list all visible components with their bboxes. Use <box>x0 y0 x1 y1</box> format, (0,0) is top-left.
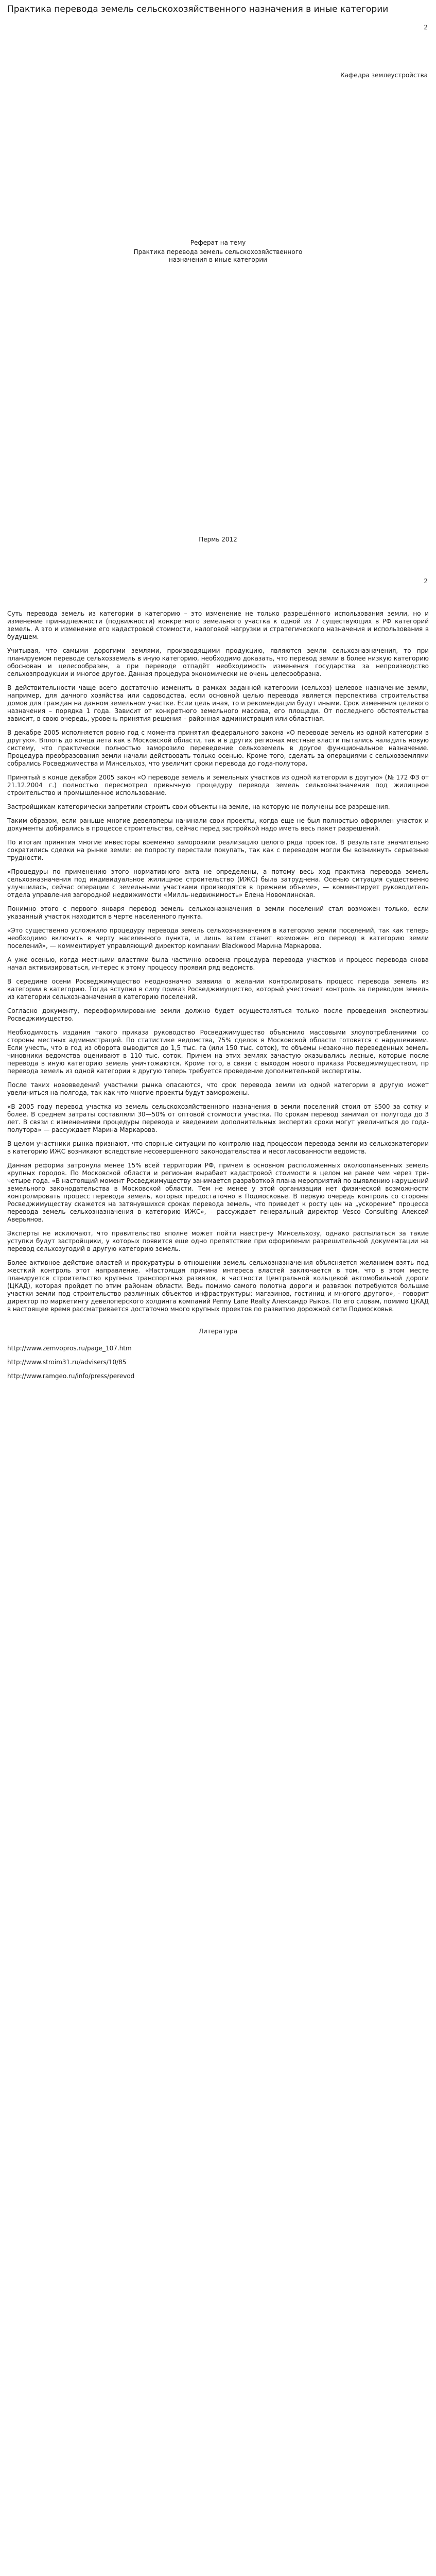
reference-list <box>7 1345 429 1380</box>
abstract-topic: Практика перевода земель сельскохозяйственного <box>133 248 303 256</box>
page-number: 2 <box>424 24 428 31</box>
paragraph: Суть перевода земель из категории в категорию – это изменение не только разрешённого использования земли, но и изменение принадлежности (подвижности) конкретного земельного участка к одной из 7 существующих в РФ категорий земель. А это и изменение его кадастровой стоимости, налоговой нагрузки и стратегического назначения и использования в будущем. <box>7 610 429 640</box>
paragraph: В декабре 2005 исполняется ровно год с момента принятия федерального закона «О переводе земель из одной категории в другую». Вплоть до конца лета как в Московской области, так и в других регионах местные власти пытались наладить новую систему, что практически полностью заморозило переведение сельхоземель в другое функциональное назначение. Процедура преобразования земли начали действовать только осенью. Кроме того, сделать за операциями с сельхозземлями собрались Росведжимества и Минсельхоз, что увеличит сроки перевода до года-полутора. <box>7 729 429 767</box>
paragraph: Необходимость издания такого приказа руководство Росведжимущество объяснило массовыми злоупотреблениями со стороны местных администраций. По статистике ведомства, 75% сделок в Московской области готовятся с нарушениями. Если учесть, что в год из оборота выводится до 1,5 тыс. га (или 150 тыс. соток), то объемы незаконно переведенных земель чиновники ведомства оценивают в 110 тыс. соток. Причем на этих землях зачастую оказывались лесные, которые после перевода в иную категорию земель уничтожаются. Кроме того, в связи с выходом нового приказа Росведжимуществом, пр перевода земель из одной категории в другую теперь требуется проведение дополнительной экспертизы. <box>7 1029 429 1075</box>
paragraph: А уже осенью, когда местными властями была частично освоена процедура перевода участков и процесс перевода снова начал активизироваться, интерес к этому процессу проявил ряд ведомств. <box>7 956 429 971</box>
paragraph: В действительности чаще всего достаточно изменить в рамках заданной категории (сельхоз) целевое назначение земли, например, для дачного хозяйства или садоводства, если основной целью перевода является перспектива строительства домов для граждан на данном земельном участке. Если цель иная, то и рекомендации будут иными. Срок изменения целевого назначения – порядка 1 года. Зависит от конкретного земельного массива, его площади. От последнего обстоятельства зависит, в свою очередь, уровень принятия решения – районная администрация или областная. <box>7 684 429 722</box>
paragraph: «Это существенно усложнило процедуру перевода земель сельхозназначения в категорию земли поселений, так как теперь необходимо включить в черту населенного пункта, и лишь затем станет возможен его перевод в категорию земли поселений», — комментирует управляющий директор компании Blackwood Марина Маркарова. <box>7 927 429 950</box>
abstract-label: Реферат на тему <box>190 239 246 246</box>
reference-link[interactable]: http://www.zemvopros.ru/page_107.htm <box>7 1345 132 1352</box>
department-name: Кафедра землеустройства <box>340 72 428 79</box>
body-text <box>7 610 429 1313</box>
paragraph: Данная реформа затронула менее 15% всей территории РФ, причем в основном расположенных околоопаньенных земель крупных городов. По Московской области и регионам вырабает кадастровой стоимости в целом не ранее чем через три-четыре года. «В настоящий момент Росведжимуществу занимается разработкой плана мероприятий по выявлению нарушений земельного законодательства в Московской области. Тем не менее у этой организации нет физической возможности контролировать процесс перевода земель, которых предостаточно в Подмосковье. В первую очередь контроль со стороны Росведжимуществу скажется на затянувшихся сроках перевода земель, что приведет к росту цен на „ускорение“ процесса перевода земель сельхозназначения в категорию ИЖС», - рассуждает генеральный директор Vesco Consulting Алексей Аверьянов. <box>7 1162 429 1223</box>
paragraph: «Процедуры по применению этого нормативного акта не определены, а потому весь ход практика перевода земель сельхозназначения под индивидуальное жилищное строительство (ИЖС) была затруднена. Осенью ситуация существенно улучшилась, сейчас операции с земельными участками производятся в прежнем объеме», — комментирует руководитель отдела управления загородной недвижимости «Милль-недвижимость» Елена Новомлинская. <box>7 868 429 899</box>
paragraph: Понимно этого с первого января перевод земель сельхозназначения в земли поселений стал возможен только, если указанный участок находится в черте населенного пункта. <box>7 905 429 920</box>
paragraph: В целом участники рынка признают, что спорные ситуации по контролю над процессом перевода земли из сельхозкатегории в категорию ИЖС возникают вследствие несовершенного законодательства и несогласованности ведомств. <box>7 1140 429 1155</box>
paragraph: Согласно документу, переоформлирование земли должно будет осуществляться только после проведения экспертизы Росведжимущество. <box>7 1007 429 1022</box>
paragraph: «В 2005 году перевод участка из земель сельскохозяйственного назначения в земли поселений стоил от $500 за сотку и более. В среднем затраты составляли 30—50% от оптовой стоимости участка. По срокам перевод занимал от полугода до 3 лет. В связи с изменениями процедуры перевода и введением дополнительных экспертиз сроки могут увеличиться до года-полутора» — рассуждает Марина Маркарова. <box>7 1103 429 1133</box>
city-year: Пермь 2012 <box>199 536 237 543</box>
document <box>0 4 436 1380</box>
paragraph: По итогам принятия многие инвесторы временно заморозили реализацию целого ряда проектов. В результате значительно сократились сделки на рынке земли: ее попросту перестали покупать, так как с переводом могли бы возникнуть серьезные трудности. <box>7 839 429 861</box>
paragraph: После таких нововведений участники рынка опасаются, что срок перевода земли из одной категории в другую может увеличиться на полгода, так как что многие проекты будут заморожены. <box>7 1081 429 1096</box>
paragraph: Учитывая, что самыми дорогими землями, производящими продукцию, являются земли сельхозназначения, то при планируемом переводе сельхозземель в иную категорию, необходимо доказать, что перевод земли в более низкую категорию обоснован и целесообразен, а при переводе отпадёт необходимость изменения государства за непроизводство сельхозпродукции и многое другое. Данная процедура экономически не очень целесообразна. <box>7 647 429 677</box>
paragraph: Застройщикам категорически запретили строить свои объекты на земле, на которую не получены все разрешения. <box>7 803 390 810</box>
paragraph: Более активное действие властей и прокуратуры в отношении земель сельхозназначения объясняется желанием взять под жесткий контроль этот направление. «Настоящая причина интереса властей заключается в том, что в этом месте планируется строительство крупных транспортных развязок, в частности Центральной кольцевой автомобильной дороги (ЦКАД), которая пройдет по этим районам области. Ведь помимо самого полотна дороги и развязок потребуются большие участки земли под строительство различных объектов инфраструктуры: магазинов, гостиниц и многого другого», - говорит директор по маркетингу девелоперского холдинга компаний Penny Lane Realty Александр Рыков. По его словам, помимо ЦКАД в настоящее время рассматривается достаточно много крупных проектов по развитию дорожной сети Подмосковья. <box>7 1259 429 1313</box>
paragraph: Принятый в конце декабря 2005 закон «О переводе земель и земельных участков из одной категории в другую» (№ 172 ФЗ от 21.12.2004 г.) полностью пересмотрел привычную процедуру перевода земель сельхозназначения под жилищное строительство и промышленное использование. <box>7 774 429 796</box>
abstract-subject: назначения в иные категории <box>169 256 267 263</box>
paragraph: Таким образом, если раньше многие девелоперы начинали свои проекты, когда еще не был полностью оформлен участок и документы добирались в процессе строительства, сейчас перед застройкой надо иметь весь пакет разрешений. <box>7 817 429 832</box>
literature-heading: Литература <box>198 1328 238 1335</box>
paragraph: Эксперты не исключают, что правительство вполне может пойти навстречу Минсельхозу, однако распылаться за такие уступки будут застройщики, у которых появится еще одно препятствие при оформлении разрешительной документации на перевод сельхозугодий в другую категорию земель. <box>7 1230 429 1252</box>
reference-link[interactable]: http://www.stroim31.ru/advisers/10/85 <box>7 1359 127 1366</box>
page-number: 2 <box>424 578 428 585</box>
document-title: Практика перевода земель сельскохозяйственного назначения в иные категории <box>7 4 389 14</box>
paragraph: В середине осени Росведжимущество неоднозначно заявила о желании контролировать процесс перевода земель из категории в категорию. Тогда вступил в силу приказ Росведжимущество, который учесточает контроль за переводом земель из категории сельхозназначения в категорию поселений. <box>7 978 429 1001</box>
reference-link[interactable]: http://www.ramgeo.ru/info/press/perevod <box>7 1372 135 1380</box>
